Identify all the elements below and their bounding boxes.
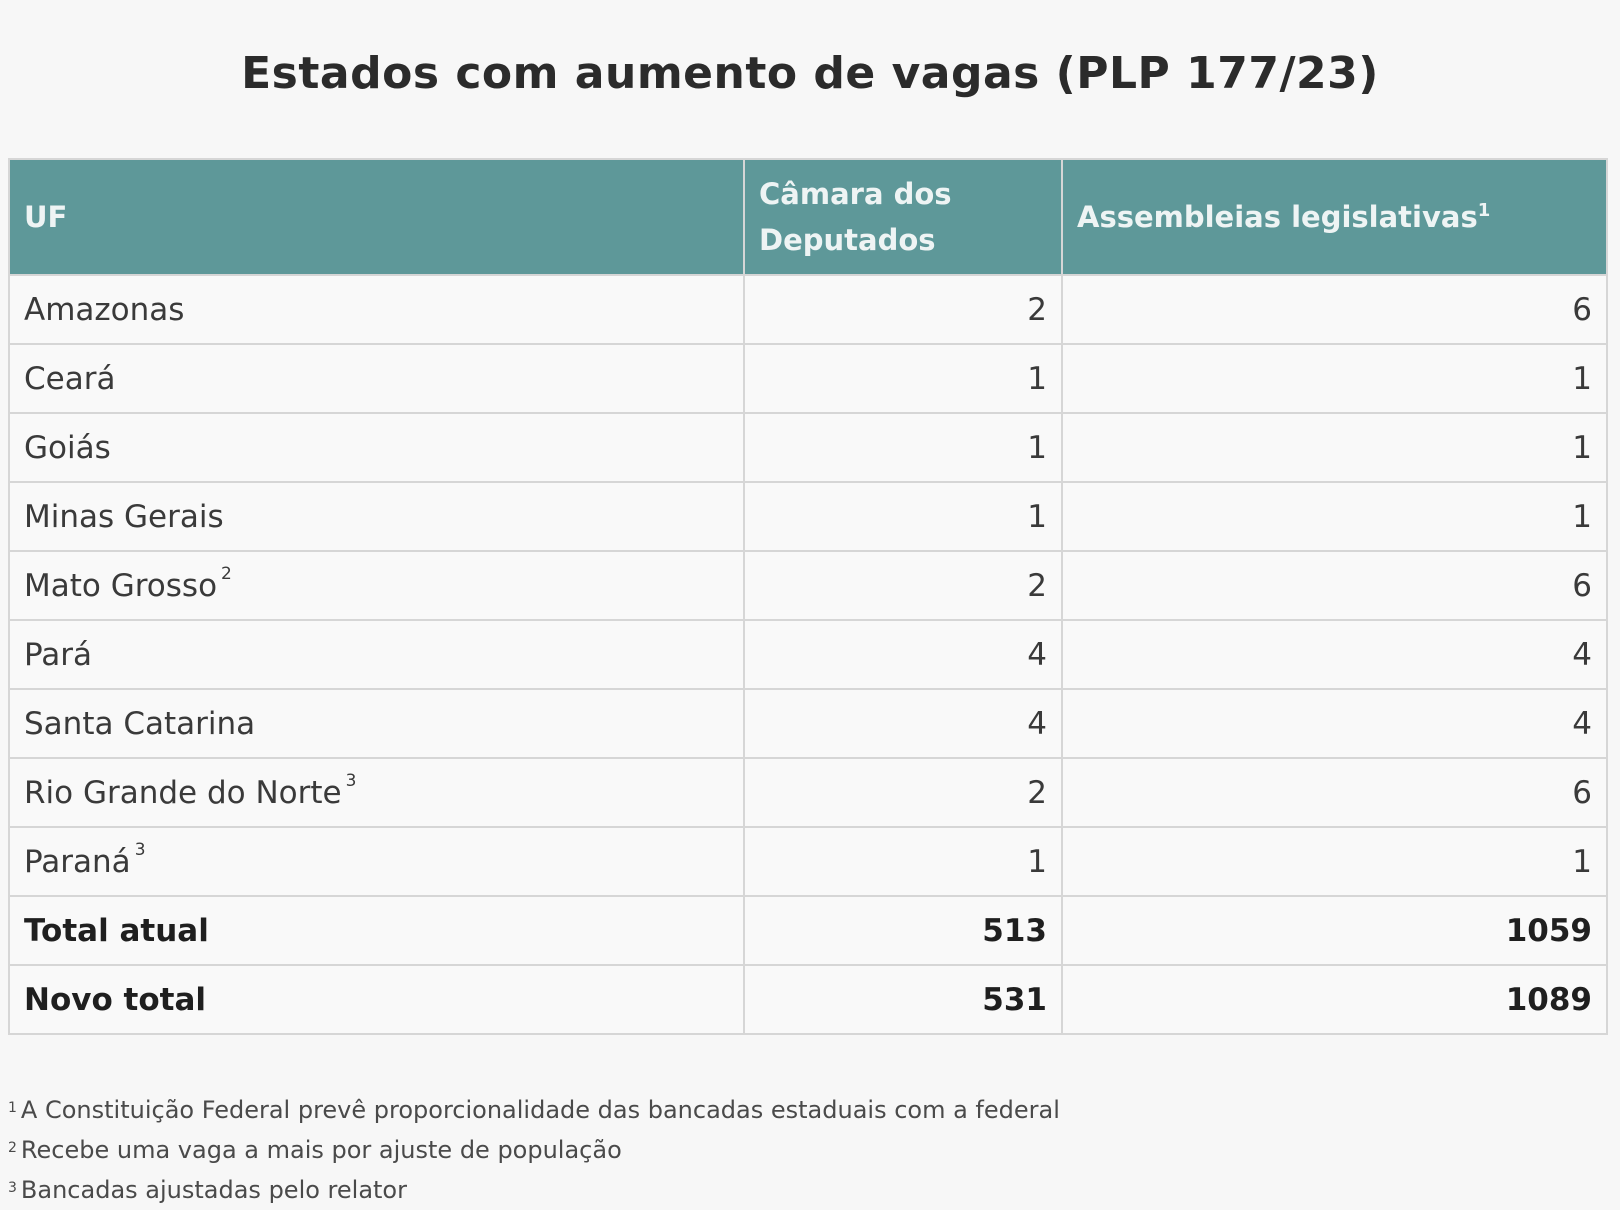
- header-assembleias: [1062, 159, 1607, 275]
- header-uf: UF: [9, 159, 744, 275]
- cell-uf: [9, 758, 744, 827]
- cell-camara: 1: [744, 827, 1062, 896]
- footnote-marker: 3: [345, 770, 357, 791]
- footnote: [8, 1170, 1060, 1210]
- cell-camara: 2: [744, 551, 1062, 620]
- cell-uf: [9, 482, 744, 551]
- seats-table: [8, 158, 1608, 1035]
- cell-camara: 2: [744, 758, 1062, 827]
- table-header-row: [9, 159, 1607, 275]
- cell-camara: 1: [744, 482, 1062, 551]
- total-assembleias: 1089: [1062, 965, 1607, 1034]
- footnote-mark: 3: [8, 1180, 17, 1196]
- state-name: Amazonas: [24, 291, 185, 328]
- page-title: Estados com aumento de vagas (PLP 177/23): [241, 48, 1379, 99]
- cell-camara: 1: [744, 413, 1062, 482]
- state-name: Ceará: [24, 360, 116, 397]
- cell-assembleias: 1: [1062, 482, 1607, 551]
- footnote-marker: 1: [1477, 200, 1491, 221]
- cell-assembleias: 6: [1062, 275, 1607, 344]
- table-row: [9, 413, 1607, 482]
- footnote-text: Bancadas ajustadas pelo relator: [20, 1176, 407, 1204]
- total-row: [9, 896, 1607, 965]
- footnote-text: A Constituição Federal prevê proporcionalidade das bancadas estaduais com a federal: [20, 1096, 1060, 1124]
- cell-assembleias: 4: [1062, 620, 1607, 689]
- footnote-mark: 2: [8, 1140, 17, 1156]
- total-label: Total atual: [9, 896, 744, 965]
- table-row: [9, 482, 1607, 551]
- cell-assembleias: 6: [1062, 551, 1607, 620]
- footnote-marker: 3: [134, 839, 146, 860]
- cell-camara: 4: [744, 689, 1062, 758]
- cell-camara: 2: [744, 275, 1062, 344]
- cell-uf: [9, 413, 744, 482]
- cell-assembleias: 1: [1062, 827, 1607, 896]
- cell-uf: [9, 275, 744, 344]
- cell-uf: [9, 620, 744, 689]
- cell-uf: [9, 827, 744, 896]
- cell-uf: [9, 344, 744, 413]
- cell-camara: 4: [744, 620, 1062, 689]
- table-row: [9, 827, 1607, 896]
- footnotes: [8, 1090, 1060, 1210]
- footnote-text: Recebe uma vaga a mais por ajuste de população: [20, 1136, 622, 1164]
- table-row: [9, 689, 1607, 758]
- state-name: Santa Catarina: [24, 705, 256, 742]
- table-row: [9, 551, 1607, 620]
- cell-assembleias: 4: [1062, 689, 1607, 758]
- table-row: [9, 620, 1607, 689]
- state-name: Minas Gerais: [24, 498, 224, 535]
- header-camara: Câmara dos Deputados: [744, 159, 1062, 275]
- total-label: Novo total: [9, 965, 744, 1034]
- footnote-marker: 2: [221, 563, 232, 584]
- table-row: [9, 758, 1607, 827]
- table-row: [9, 275, 1607, 344]
- cell-assembleias: 6: [1062, 758, 1607, 827]
- total-assembleias: 1059: [1062, 896, 1607, 965]
- footnote: [8, 1090, 1060, 1130]
- total-camara: 531: [744, 965, 1062, 1034]
- cell-camara: 1: [744, 344, 1062, 413]
- state-name: Paraná: [24, 843, 131, 880]
- cell-assembleias: 1: [1062, 413, 1607, 482]
- total-row: [9, 965, 1607, 1034]
- state-name: Pará: [24, 636, 93, 673]
- state-name: Rio Grande do Norte: [24, 774, 342, 811]
- state-name: Goiás: [24, 429, 111, 466]
- footnote: [8, 1130, 1060, 1170]
- footnote-mark: 1: [8, 1100, 17, 1116]
- header-assembleias-label: Assembleias legislativas: [1077, 200, 1478, 234]
- table-row: [9, 344, 1607, 413]
- state-name: Mato Grosso: [24, 567, 218, 604]
- cell-uf: [9, 689, 744, 758]
- total-camara: 513: [744, 896, 1062, 965]
- cell-assembleias: 1: [1062, 344, 1607, 413]
- cell-uf: [9, 551, 744, 620]
